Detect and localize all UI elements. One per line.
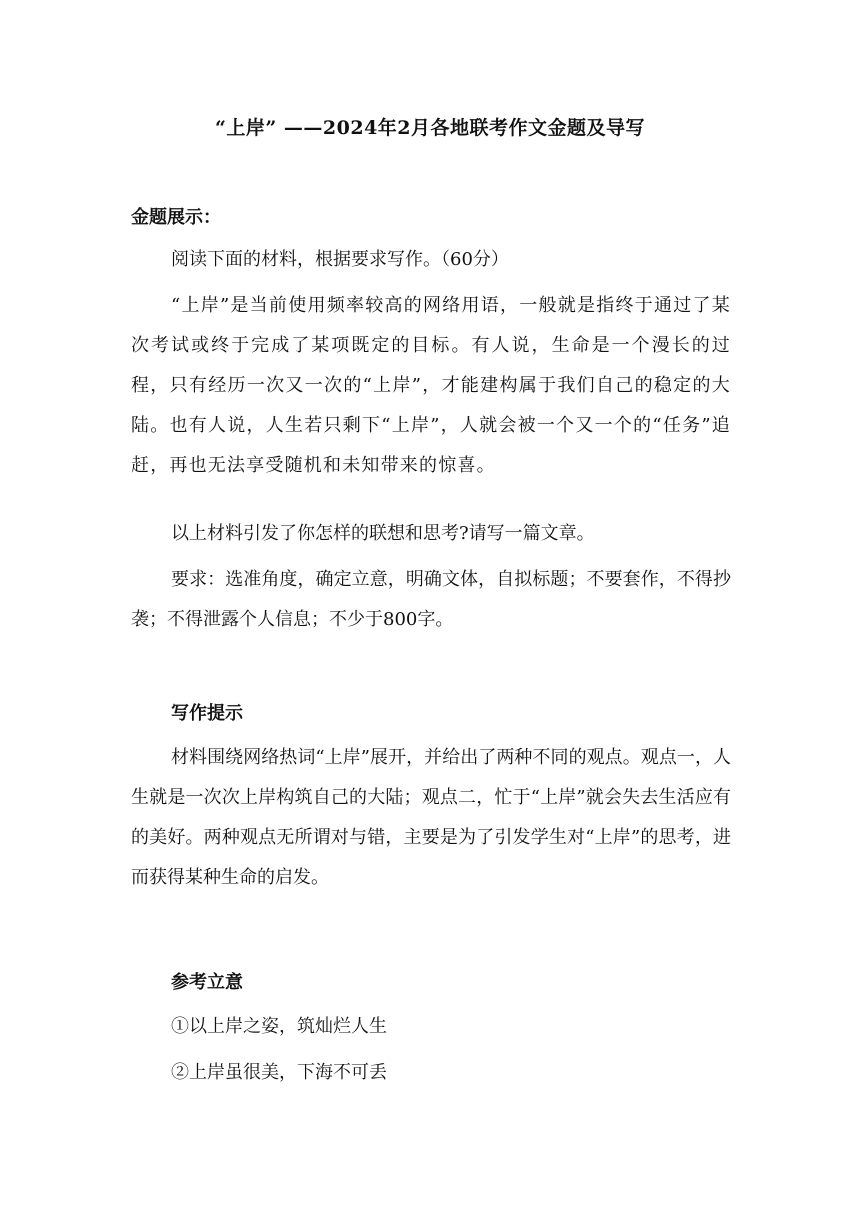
section-label-problem: 金题展示： [131,207,221,228]
requirements-paragraph: 要求：选准角度，确定立意，明确文体，自拟标题；不要套作，不得抄袭；不得泄露个人信息；不少于800字。 [131,569,731,630]
hint-paragraph: 材料围绕网络热词“上岸”展开，并给出了两种不同的观点。观点一，人生就是一次次上岸构筑自己的大陆；观点二，忙于“上岸”就会失去生活应有的美好。两种观点无所谓对与错，主要是为了引发学生对“上岸”的思考，进而获得某种生命的启发。 [131,747,731,888]
material-paragraph: “上岸”是当前使用频率较高的网络用语，一般就是指终于通过了某次考试或终于完成了某项既定的目标。有人说，生命是一个漫长的过程，只有经历一次又一次的“上岸”，才能建构属于我们自己的稳定的大陆。也有人说，人生若只剩下“上岸”，人就会被一个又一个的“任务”追赶，再也无法享受随机和未知带来的惊喜。 [131,295,731,476]
idea-item-1: ①以上岸之姿，筑灿烂人生 [171,1016,387,1037]
document-title: “上岸” ——2024年2月各地联考作文金题及导写 [214,117,646,139]
section-label-ideas: 参考立意 [171,972,243,993]
instruction-paragraph: 阅读下面的材料，根据要求写作。（60分） [171,249,509,270]
question-paragraph: 以上材料引发了你怎样的联想和思考?请写一篇文章。 [171,523,595,544]
idea-item-2: ②上岸虽很美，下海不可丢 [171,1062,387,1083]
section-label-hint: 写作提示 [171,703,243,724]
